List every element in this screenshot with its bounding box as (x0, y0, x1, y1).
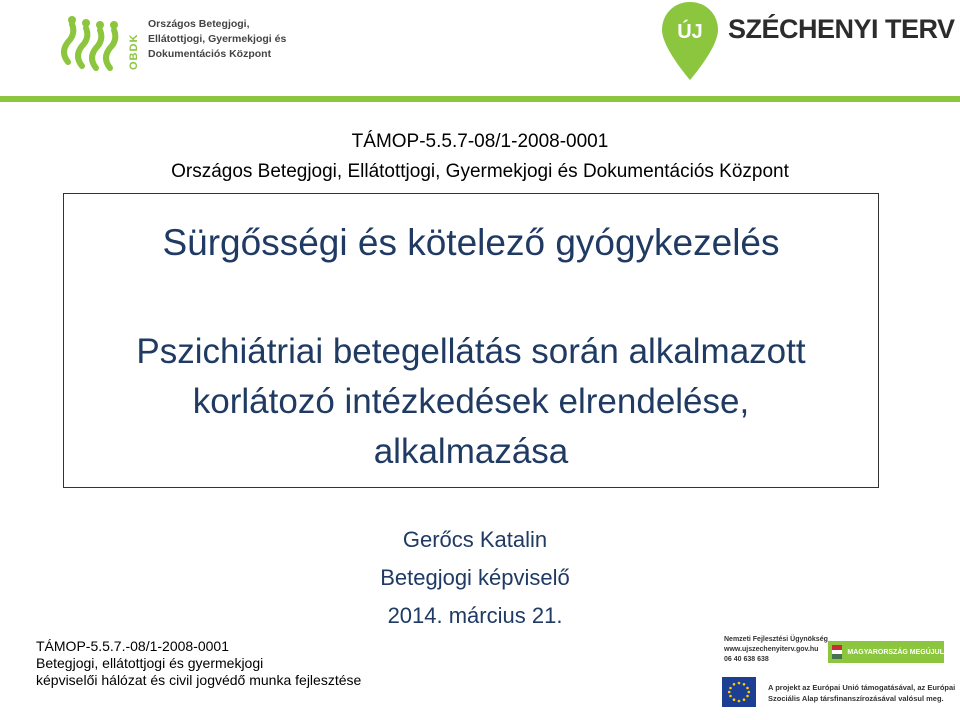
szechenyi-terv-logo (660, 0, 955, 85)
footer-line: képviselői hálózat és civil jogvédő munka fejlesztése (36, 672, 362, 688)
project-code: TÁMOP-5.5.7-08/1-2008-0001 (351, 131, 609, 152)
eu-line: Szociális Alap társfinanszírozásával valósul meg. (768, 694, 944, 703)
hungarian-flag-icon (832, 645, 842, 659)
map-pin-icon (660, 0, 720, 85)
nfu-line: www.ujszechenyiterv.gov.hu (724, 646, 819, 653)
header-divider (0, 96, 960, 102)
nfu-line: Nemzeti Fejlesztési Ügynökség (724, 636, 828, 643)
nfu-line: 06 40 638 638 (724, 656, 769, 663)
funding-info (712, 627, 956, 713)
presenter-name: Gerőcs Katalin (402, 527, 548, 552)
eu-flag-icon (722, 677, 756, 707)
obdk-swirl-icon (58, 14, 130, 74)
presentation-date: 2014. március 21. (387, 603, 563, 628)
eu-line: A projekt az Európai Unió támogatásával, az Európai (768, 683, 956, 692)
magyarorszag-megujul-badge (828, 641, 944, 663)
obdk-line: Dokumentációs Központ (148, 48, 272, 60)
slide-subtitle (63, 327, 879, 477)
subtitle-line: korlátozó intézkedések elrendelése, (192, 382, 750, 421)
subtitle-line: alkalmazása (373, 432, 569, 471)
obdk-vertical-text: OBDK (128, 33, 140, 70)
eu-funding-text (768, 682, 955, 704)
obdk-line: Országos Betegjogi, (148, 18, 250, 30)
footer-line: Betegjogi, ellátottjogi és gyermekjogi (36, 655, 264, 671)
footer-line: TÁMOP-5.5.7.-08/1-2008-0001 (36, 638, 229, 654)
nfu-info (724, 635, 828, 665)
obdk-name (148, 17, 286, 62)
szechenyi-terv-text: SZÉCHENYI TERV (728, 14, 955, 44)
footer-project-info (36, 638, 361, 689)
presenter-role: Betegjogi képviselő (380, 565, 570, 590)
badge-text: MAGYARORSZÁG MEGÚJUL (847, 648, 944, 656)
obdk-line: Ellátottjogi, Gyermekjogi és (148, 33, 287, 45)
project-organization: Országos Betegjogi, Ellátottjogi, Gyermekjogi és Dokumentációs Központ (171, 161, 789, 182)
subtitle-line: Pszichiátriai betegellátás során alkalmazott (136, 332, 806, 371)
pin-text: ÚJ (677, 21, 703, 43)
obdk-logo (58, 14, 288, 76)
slide-title: Sürgősségi és kötelező gyógykezelés (162, 222, 780, 263)
